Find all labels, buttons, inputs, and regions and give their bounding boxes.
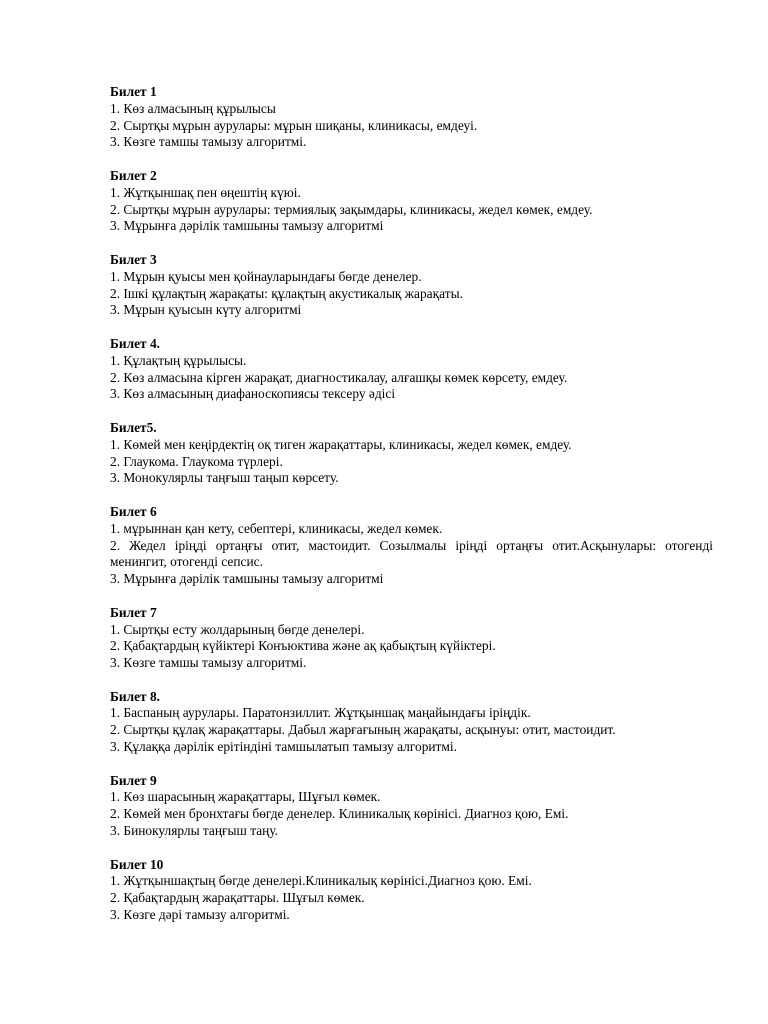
ticket-7 [110, 605, 713, 672]
ticket-question-3: 3. Мұрын қуысын күту алгоритмі [110, 302, 302, 318]
ticket-title: Билет 3 [110, 251, 157, 267]
ticket-question-1: 1. Көз шарасының жарақаттары, Шұғыл көмек. [110, 789, 381, 805]
ticket-1 [110, 84, 713, 151]
ticket-2 [110, 168, 713, 235]
ticket-9 [110, 773, 713, 840]
ticket-question-3: 3. Көз алмасының диафаноскопиясы тексеру әдісі [110, 386, 396, 402]
ticket-8 [110, 689, 713, 756]
ticket-6 [110, 504, 713, 588]
ticket-question-1: 1. Мұрын қуысы мен қойнауларындағы бөгде денелер. [110, 268, 422, 284]
ticket-title: Билет 9 [110, 772, 157, 788]
ticket-question-2: 2. Қабақтардың күйіктері Конъюктива және ақ қабықтың күйіктері. [110, 638, 496, 654]
ticket-question-1: 1. Баспаның аурулары. Паратонзиллит. Жұтқыншақ маңайындағы іріңдік. [110, 705, 531, 721]
ticket-question-1: 1. Құлақтың құрылысы. [110, 352, 247, 368]
ticket-question-2: 2. Көз алмасына кірген жарақат, диагностикалау, алғашқы көмек көрсету, емдеу. [110, 369, 568, 385]
ticket-title: Билет 10 [110, 856, 164, 872]
ticket-question-2: 2. Сыртқы мұрын аурулары: мұрын шиқаны, клиникасы, емдеуі. [110, 117, 478, 133]
ticket-question-3: 3. Мұрынға дәрілік тамшыны тамызу алгоритмі [110, 571, 384, 587]
ticket-title: Билет 7 [110, 604, 157, 620]
ticket-question-1: 1. Көмей мен кеңірдектің оқ тиген жарақаттары, клиникасы, жедел көмек, емдеу. [110, 436, 572, 452]
ticket-question-2: 2. Сыртқы құлақ жарақаттары. Дабыл жарғағының жарақаты, асқынуы: отит, мастоидит. [110, 722, 616, 738]
ticket-question-3: 3. Көзге тамшы тамызу алгоритмі. [110, 134, 307, 150]
ticket-question-3: 3. Монокулярлы таңғыш таңып көрсету. [110, 470, 339, 486]
ticket-question-3: 3. Көзге дәрі тамызу алгоритмі. [110, 907, 290, 923]
ticket-question-2: 2. Қабақтардың жарақаттары. Шұғыл көмек. [110, 890, 365, 906]
ticket-question-3: 3. Бинокулярлы таңғыш таңу. [110, 823, 279, 839]
ticket-question-1: 1. Жұтқыншақ пен өңештің күюі. [110, 184, 301, 200]
ticket-title: Билет 1 [110, 84, 157, 99]
ticket-title: Билет 2 [110, 167, 157, 183]
ticket-title: Билет 6 [110, 503, 157, 519]
ticket-question-1: 1. Сыртқы есту жолдарының бөгде денелері. [110, 621, 365, 637]
ticket-question-2: 2. Глаукома. Глаукома түрлері. [110, 453, 283, 469]
document-page [110, 84, 713, 941]
ticket-4 [110, 336, 713, 403]
ticket-title: Билет 8. [110, 688, 160, 704]
ticket-question-2: 2. Көмей мен бронхтағы бөгде денелер. Клиникалық көрінісі. Диагноз қою, Емі. [110, 806, 569, 822]
ticket-question-3: 3. Құлаққа дәрілік ерітіндіні тамшылатып тамызу алгоритмі. [110, 739, 457, 755]
ticket-title: Билет 4. [110, 335, 160, 351]
ticket-question-2: 2. Сыртқы мұрын аурулары: термиялық зақымдары, клиникасы, жедел көмек, емдеу. [110, 201, 593, 217]
ticket-question-3: 3. Мұрынға дәрілік тамшыны тамызу алгоритмі [110, 218, 384, 234]
ticket-question-2: 2. Ішкі құлақтың жарақаты: құлақтың акустикалық жарақаты. [110, 285, 463, 301]
ticket-10 [110, 857, 713, 924]
ticket-question-3: 3. Көзге тамшы тамызу алгоритмі. [110, 655, 307, 671]
ticket-question-1: 1. Көз алмасының құрылысы [110, 100, 276, 116]
ticket-5 [110, 420, 713, 487]
ticket-title: Билет5. [110, 419, 157, 435]
ticket-3 [110, 252, 713, 319]
ticket-question-1: 1. Жұтқыншақтың бөгде денелері.Клиникалық көрінісі.Диагноз қою. Емі. [110, 873, 532, 889]
ticket-question-1: 1. мұрыннан қан кету, себептері, клиникасы, жедел көмек. [110, 520, 443, 536]
ticket-question-2: 2. Жедел іріңді ортаңғы отит, мастоидит. Созылмалы іріңді ортаңғы отит.Асқынулары: отогенді менингит, отогенді сепсис. [110, 537, 713, 570]
